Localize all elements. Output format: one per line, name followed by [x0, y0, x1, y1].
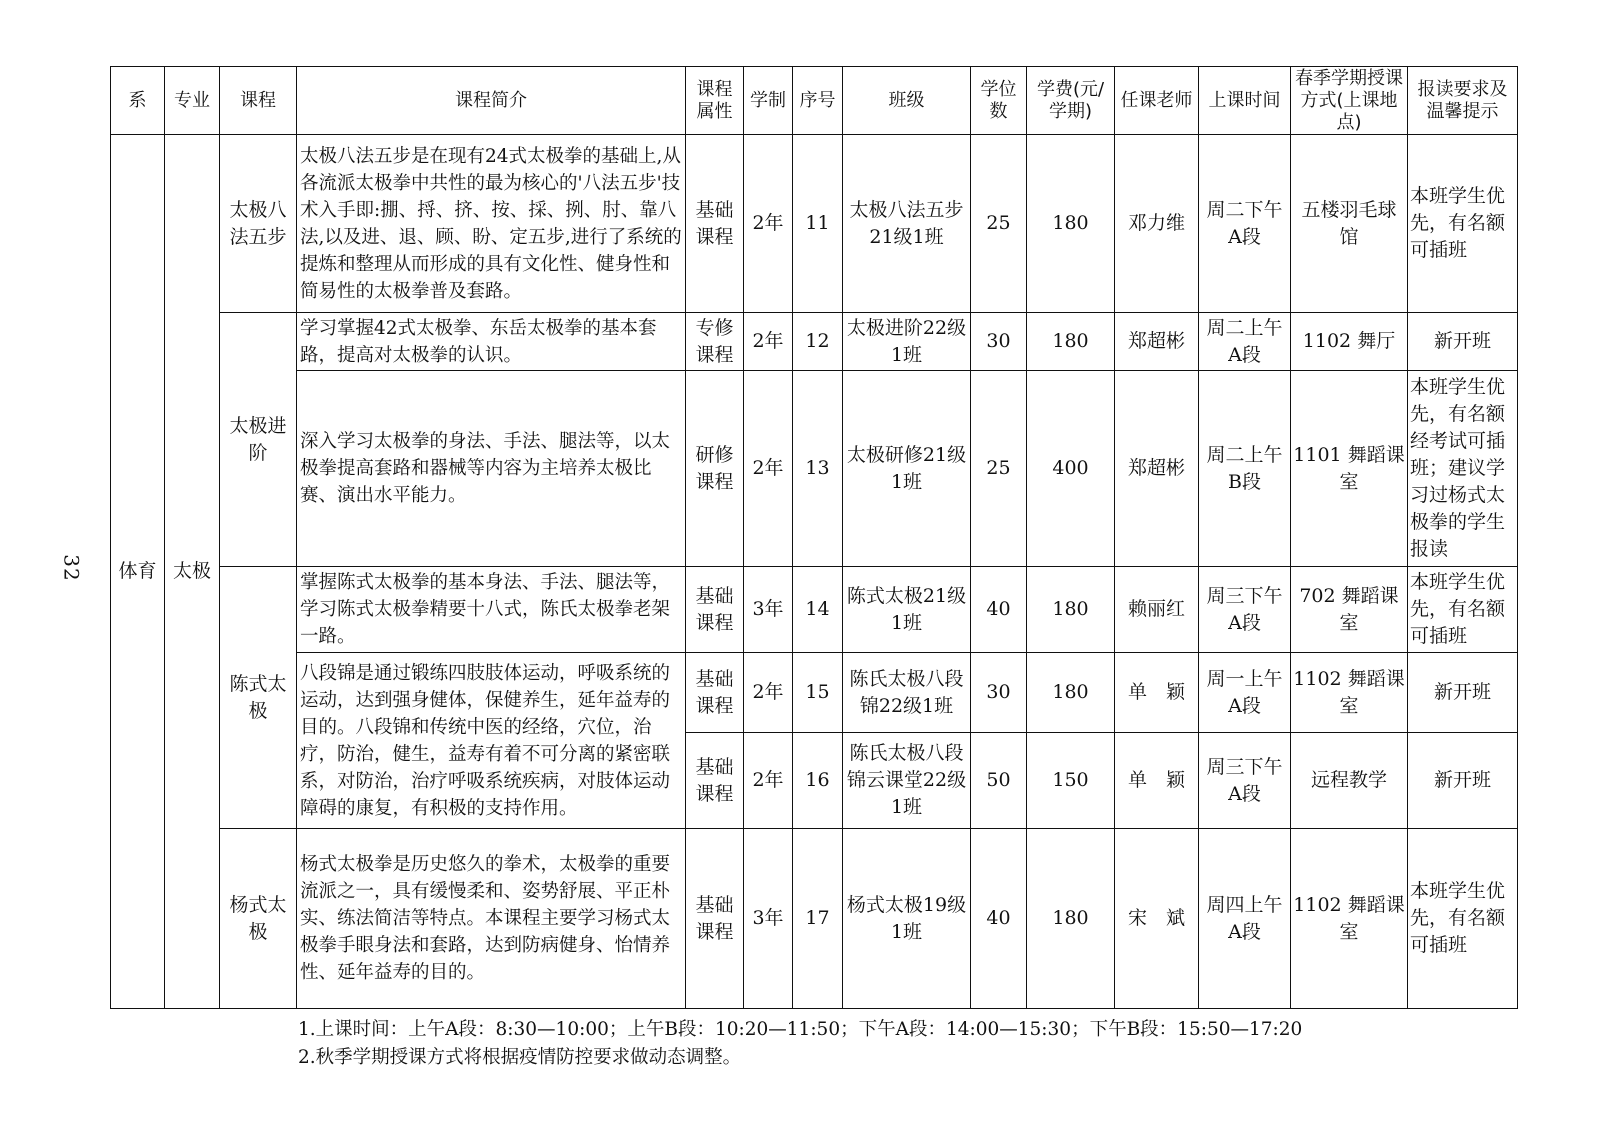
- duration-cell: 2年: [744, 371, 793, 567]
- notes-cell: 本班学生优先，有名额经考试可插班；建议学习过杨式太极拳的学生报读: [1408, 371, 1518, 567]
- table-row: [111, 371, 1518, 567]
- duration-cell: 3年: [744, 829, 793, 1009]
- teacher-cell: 邓力维: [1115, 135, 1199, 313]
- teacher-cell: 单 颖: [1115, 733, 1199, 829]
- header-course: 课程: [220, 67, 297, 135]
- course-cell: 陈式太极: [220, 567, 297, 829]
- location-cell: 五楼羽毛球馆: [1291, 135, 1408, 313]
- class-cell: 杨式太极19级1班: [843, 829, 971, 1009]
- header-row: [111, 67, 1518, 135]
- time-cell: 周二上午A段: [1199, 313, 1291, 371]
- description-cell: 掌握陈式太极拳的基本身法、手法、腿法等，学习陈式太极拳精要十八式，陈氏太极拳老架一路。: [297, 567, 686, 653]
- time-cell: 周一上午A段: [1199, 653, 1291, 733]
- department-cell: 体育: [111, 135, 165, 1009]
- header-duration: 学制: [744, 67, 793, 135]
- class-cell: 太极八法五步21级1班: [843, 135, 971, 313]
- location-cell: 1101 舞蹈课室: [1291, 371, 1408, 567]
- notes-cell: 新开班: [1408, 733, 1518, 829]
- table-row: [111, 135, 1518, 313]
- course-table: [110, 66, 1518, 1009]
- course-type-cell: 研修课程: [686, 371, 744, 567]
- duration-cell: 3年: [744, 567, 793, 653]
- number-cell: 13: [793, 371, 843, 567]
- seats-cell: 25: [971, 371, 1027, 567]
- time-cell: 周三下午A段: [1199, 567, 1291, 653]
- fee-cell: 180: [1027, 829, 1115, 1009]
- major-cell: 太极: [165, 135, 220, 1009]
- fee-cell: 150: [1027, 733, 1115, 829]
- location-cell: 1102 舞蹈课室: [1291, 829, 1408, 1009]
- number-cell: 12: [793, 313, 843, 371]
- fee-cell: 180: [1027, 313, 1115, 371]
- time-cell: 周二下午A段: [1199, 135, 1291, 313]
- teacher-cell: 单 颖: [1115, 653, 1199, 733]
- time-cell: 周三下午A段: [1199, 733, 1291, 829]
- number-cell: 15: [793, 653, 843, 733]
- fee-cell: 400: [1027, 371, 1115, 567]
- page-number: 32: [59, 554, 84, 582]
- footnotes: [298, 1016, 1302, 1072]
- seats-cell: 50: [971, 733, 1027, 829]
- seats-cell: 40: [971, 829, 1027, 1009]
- duration-cell: 2年: [744, 313, 793, 371]
- header-number: 序号: [793, 67, 843, 135]
- teacher-cell: 郑超彬: [1115, 371, 1199, 567]
- table-row: [111, 567, 1518, 653]
- course-type-cell: 基础课程: [686, 567, 744, 653]
- fee-cell: 180: [1027, 653, 1115, 733]
- fee-cell: 180: [1027, 135, 1115, 313]
- number-cell: 16: [793, 733, 843, 829]
- header-class: 班级: [843, 67, 971, 135]
- header-fee: 学费(元/学期): [1027, 67, 1115, 135]
- header-course-type: 课程属性: [686, 67, 744, 135]
- location-cell: 1102 舞厅: [1291, 313, 1408, 371]
- seats-cell: 40: [971, 567, 1027, 653]
- duration-cell: 2年: [744, 653, 793, 733]
- footnote: 1.上课时间：上午A段：8:30—10:00；上午B段：10:20—11:50；下午A段：14:00—15:30；下午B段：15:50—17:20: [298, 1019, 1303, 1040]
- number-cell: 17: [793, 829, 843, 1009]
- header-department: 系: [111, 67, 165, 135]
- course-cell: 太极八法五步: [220, 135, 297, 313]
- notes-cell: 新开班: [1408, 653, 1518, 733]
- description-cell: 深入学习太极拳的身法、手法、腿法等，以太极拳提高套路和器械等内容为主培养太极比赛、演出水平能力。: [297, 371, 686, 567]
- duration-cell: 2年: [744, 135, 793, 313]
- footnote: 2.秋季学期授课方式将根据疫情防控要求做动态调整。: [298, 1047, 742, 1068]
- course-type-cell: 基础课程: [686, 135, 744, 313]
- seats-cell: 25: [971, 135, 1027, 313]
- description-cell: 学习掌握42式太极拳、东岳太极拳的基本套路，提高对太极拳的认识。: [297, 313, 686, 371]
- header-teacher: 任课老师: [1115, 67, 1199, 135]
- notes-cell: 本班学生优先，有名额可插班: [1408, 567, 1518, 653]
- table-row: [111, 313, 1518, 371]
- description-cell: 太极八法五步是在现有24式太极拳的基础上,从各流派太极拳中共性的最为核心的'八法五步'技术入手即:掤、捋、挤、按、採、挒、肘、靠八法,以及进、退、顾、盼、定五步,进行了系统的提炼和整理从而形成的具有文化性、健身性和简易性的太极拳普及套路。: [297, 135, 686, 313]
- class-cell: 陈式太极21级1班: [843, 567, 971, 653]
- time-cell: 周四上午A段: [1199, 829, 1291, 1009]
- course-type-cell: 基础课程: [686, 733, 744, 829]
- teacher-cell: 赖丽红: [1115, 567, 1199, 653]
- class-cell: 陈氏太极八段锦云课堂22级1班: [843, 733, 971, 829]
- teacher-cell: 郑超彬: [1115, 313, 1199, 371]
- header-major: 专业: [165, 67, 220, 135]
- seats-cell: 30: [971, 313, 1027, 371]
- class-cell: 太极研修21级1班: [843, 371, 971, 567]
- course-type-cell: 基础课程: [686, 653, 744, 733]
- course-type-cell: 专修课程: [686, 313, 744, 371]
- number-cell: 11: [793, 135, 843, 313]
- course-cell: 太极进阶: [220, 313, 297, 567]
- header-location: 春季学期授课方式(上课地点): [1291, 67, 1408, 135]
- header-time: 上课时间: [1199, 67, 1291, 135]
- location-cell: 1102 舞蹈课室: [1291, 653, 1408, 733]
- fee-cell: 180: [1027, 567, 1115, 653]
- location-cell: 远程教学: [1291, 733, 1408, 829]
- class-cell: 陈氏太极八段锦22级1班: [843, 653, 971, 733]
- course-type-cell: 基础课程: [686, 829, 744, 1009]
- duration-cell: 2年: [744, 733, 793, 829]
- teacher-cell: 宋 斌: [1115, 829, 1199, 1009]
- class-cell: 太极进阶22级1班: [843, 313, 971, 371]
- seats-cell: 30: [971, 653, 1027, 733]
- description-cell: 杨式太极拳是历史悠久的拳术，太极拳的重要流派之一，具有缓慢柔和、姿势舒展、平正朴实、练法简洁等特点。本课程主要学习杨式太极拳手眼身法和套路，达到防病健身、怡情养性、延年益寿的目的。: [297, 829, 686, 1009]
- location-cell: 702 舞蹈课室: [1291, 567, 1408, 653]
- number-cell: 14: [793, 567, 843, 653]
- notes-cell: 新开班: [1408, 313, 1518, 371]
- header-notes: 报读要求及温馨提示: [1408, 67, 1518, 135]
- table-row: [111, 653, 1518, 733]
- description-cell: 八段锦是通过锻练四肢肢体运动，呼吸系统的运动，达到强身健体，保健养生，延年益寿的目的。八段锦和传统中医的经络，穴位，治疗，防治，健生，益寿有着不可分离的紧密联系，对防治，治疗呼吸系统疾病，对肢体运动障碍的康复，有积极的支持作用。: [297, 653, 686, 829]
- notes-cell: 本班学生优先，有名额可插班: [1408, 135, 1518, 313]
- course-cell: 杨式太极: [220, 829, 297, 1009]
- table-row: [111, 829, 1518, 1009]
- notes-cell: 本班学生优先，有名额可插班: [1408, 829, 1518, 1009]
- time-cell: 周二上午B段: [1199, 371, 1291, 567]
- header-seats: 学位数: [971, 67, 1027, 135]
- header-description: 课程简介: [297, 67, 686, 135]
